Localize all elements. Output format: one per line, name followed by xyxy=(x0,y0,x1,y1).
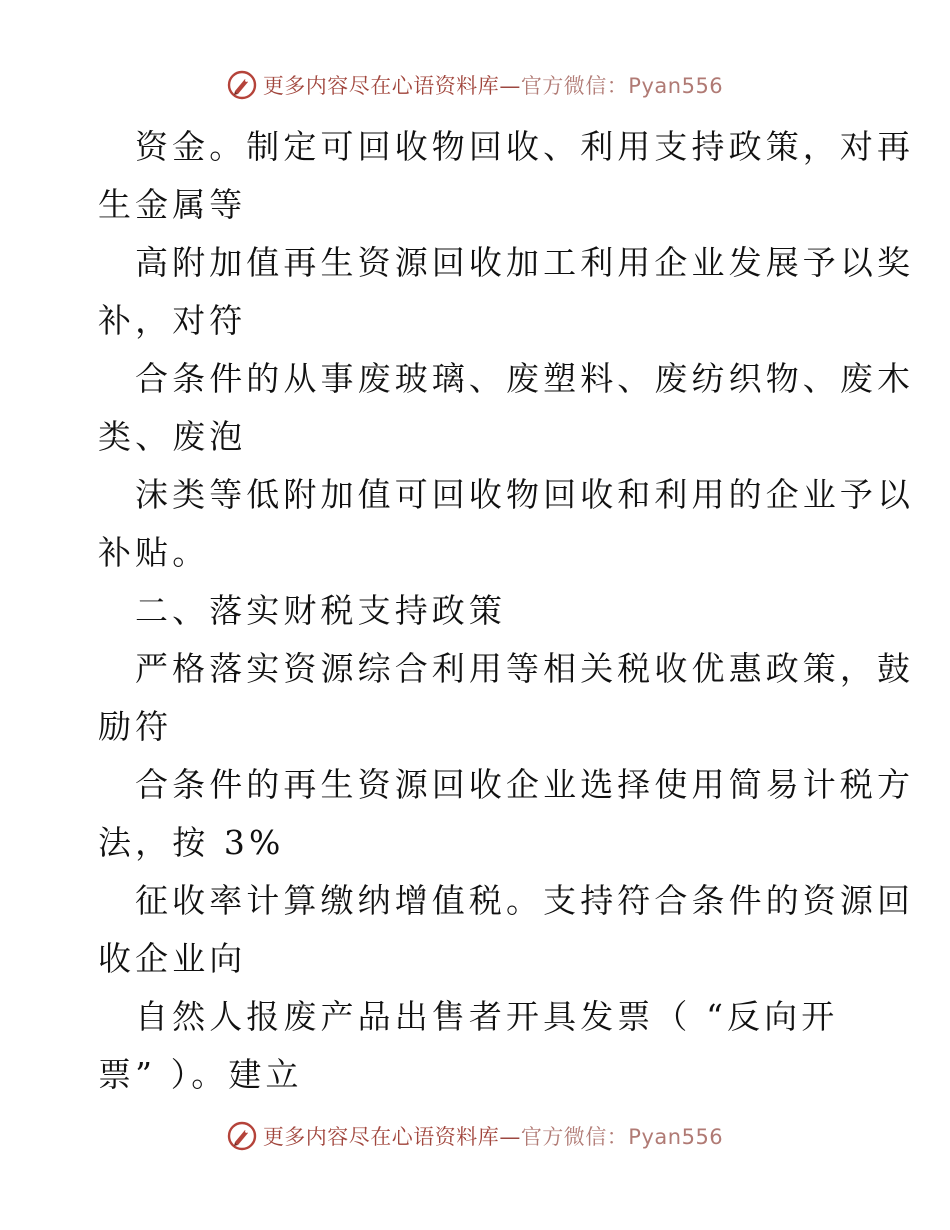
pen-logo-icon xyxy=(227,70,257,100)
paragraph-line: 票” ）。建立 xyxy=(98,1055,303,1094)
paragraph-line: 类、废泡 xyxy=(98,417,247,456)
paragraph-line: 法，按 3% xyxy=(98,823,285,862)
paragraph-line: 合条件的从事废玻璃、废塑料、废纺织物、废木 xyxy=(135,359,915,398)
header-watermark-text xyxy=(263,70,723,100)
footer-watermark-text xyxy=(263,1121,723,1151)
paragraph-line: 资金。制定可回收物回收、利用支持政策，对再 xyxy=(135,127,915,166)
paragraph-line: 征收率计算缴纳增值税。支持符合条件的资源回 xyxy=(135,881,915,920)
header-wechat: 官方微信：Pyan556 xyxy=(520,74,724,98)
paragraph-line: 生金属等 xyxy=(98,185,247,224)
footer-watermark xyxy=(0,1121,950,1151)
paragraph-line: 高附加值再生资源回收加工利用企业发展予以奖 xyxy=(135,243,915,282)
footer-separator: — xyxy=(499,1125,521,1149)
document-body xyxy=(98,118,915,1104)
paragraph-line: 沫类等低附加值可回收物回收和利用的企业予以 xyxy=(135,475,915,514)
paragraph-line: 励符 xyxy=(98,707,173,746)
pen-logo-icon xyxy=(227,1121,257,1151)
header-brand: 更多内容尽在心语资料库 xyxy=(262,74,500,98)
paragraph-line: 合条件的再生资源回收企业选择使用简易计税方 xyxy=(135,765,915,804)
paragraph-line: 严格落实资源综合利用等相关税收优惠政策，鼓 xyxy=(135,649,915,688)
footer-wechat: 官方微信：Pyan556 xyxy=(520,1125,724,1149)
header-separator: — xyxy=(499,74,521,98)
paragraph-line: 补，对符 xyxy=(98,301,247,340)
paragraph-line: 收企业向 xyxy=(98,939,247,978)
header-watermark xyxy=(0,70,950,100)
section-heading: 二、落实财税支持政策 xyxy=(135,591,506,630)
paragraph-line: 补贴。 xyxy=(98,533,210,572)
footer-brand: 更多内容尽在心语资料库 xyxy=(262,1125,500,1149)
paragraph-line: 自然人报废产品出售者开具发票（ “反向开 xyxy=(135,997,839,1036)
